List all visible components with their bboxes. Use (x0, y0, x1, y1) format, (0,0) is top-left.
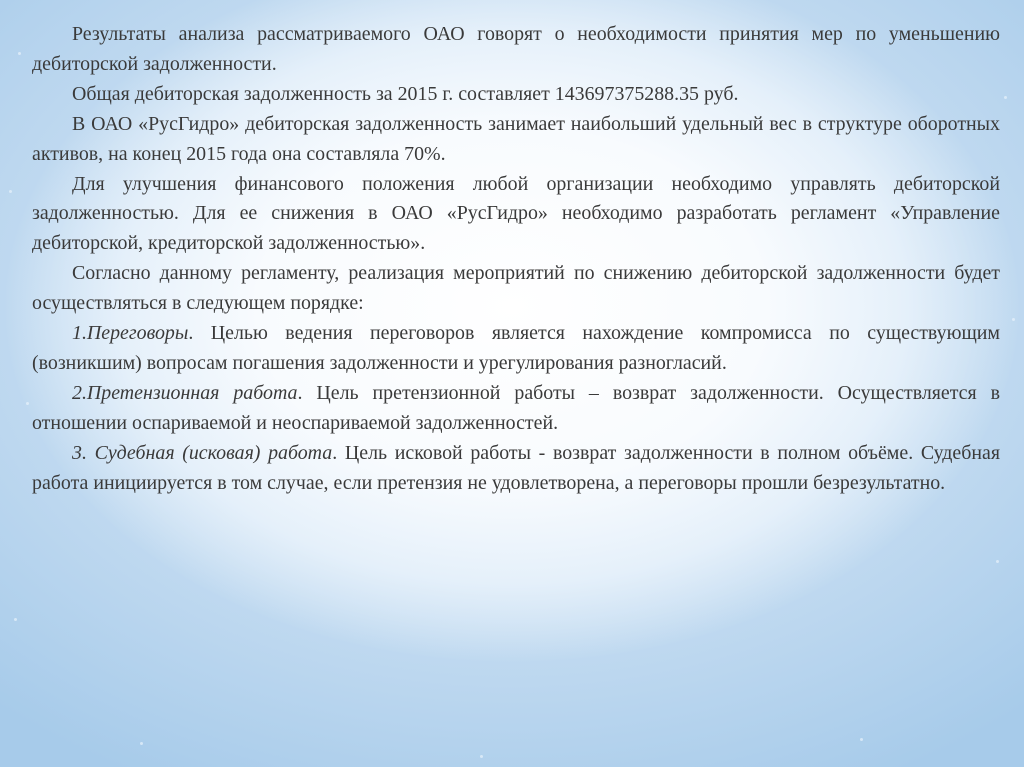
step-text: . Целью ведения переговоров является нахождение компромисса по существующим (возникшим) вопросам погашения задолженности и урегулирования разногласий. (32, 322, 1000, 374)
paragraph-text: Результаты анализа рассматриваемого ОАО говорят о необходимости принятия мер по уменьшению дебиторской задолженности. (32, 23, 1000, 75)
paragraph-step-litigation (32, 439, 1000, 499)
background-speckle (9, 190, 12, 193)
background-speckle (860, 738, 863, 741)
background-speckle (1004, 96, 1007, 99)
step-text: . Цель исковой работы - возврат задолженности в полном объёме. Судебная работа инициируется в том случае, если претензия не удовлетворена, а переговоры прошли безрезультатно. (32, 441, 1000, 494)
paragraph-text: Общая дебиторская задолженность за 2015 г. составляет 143697375288.35 руб. (72, 82, 739, 105)
paragraph-text: Для улучшения финансового положения любой организации необходимо управлять дебиторской задолженностью. Для ее снижения в ОАО «РусГидро» необходимо разработать регламент «Управление дебиторской, кредиторской задолженностью». (32, 172, 1000, 255)
step-heading: 1.Переговоры (72, 322, 189, 345)
step-heading: 2.Претензионная работа (72, 381, 298, 404)
paragraph-text: В ОАО «РусГидро» дебиторская задолженность занимает наибольший удельный вес в структуре оборотных активов, на конец 2015 года она составляла 70%. (32, 112, 1000, 165)
paragraph-regulation (32, 170, 1000, 260)
background-speckle (26, 402, 29, 405)
background-speckle (480, 755, 483, 758)
paragraph-share-of-assets (32, 110, 1000, 170)
background-speckle (996, 560, 999, 563)
paragraph-procedure-intro (32, 259, 1000, 319)
background-speckle (18, 52, 21, 55)
body-text (32, 20, 1000, 499)
background-speckle (1012, 318, 1015, 321)
paragraph-step-claims (32, 379, 1000, 439)
background-speckle (14, 618, 17, 621)
step-heading: 3. Судебная (исковая) работа (72, 441, 333, 464)
paragraph-step-negotiations (32, 319, 1000, 379)
paragraph-text: Согласно данному регламенту, реализация мероприятий по снижению дебиторской задолженности будет осуществляться в следующем порядке: (32, 262, 1000, 315)
background-speckle (140, 742, 143, 745)
step-text: . Цель претензионной работы – возврат задолженности. Осуществляется в отношении оспариваемой и неоспариваемой задолженностей. (32, 381, 1000, 434)
paragraph-conclusion (32, 20, 1000, 80)
paragraph-total-receivables (32, 80, 1000, 110)
